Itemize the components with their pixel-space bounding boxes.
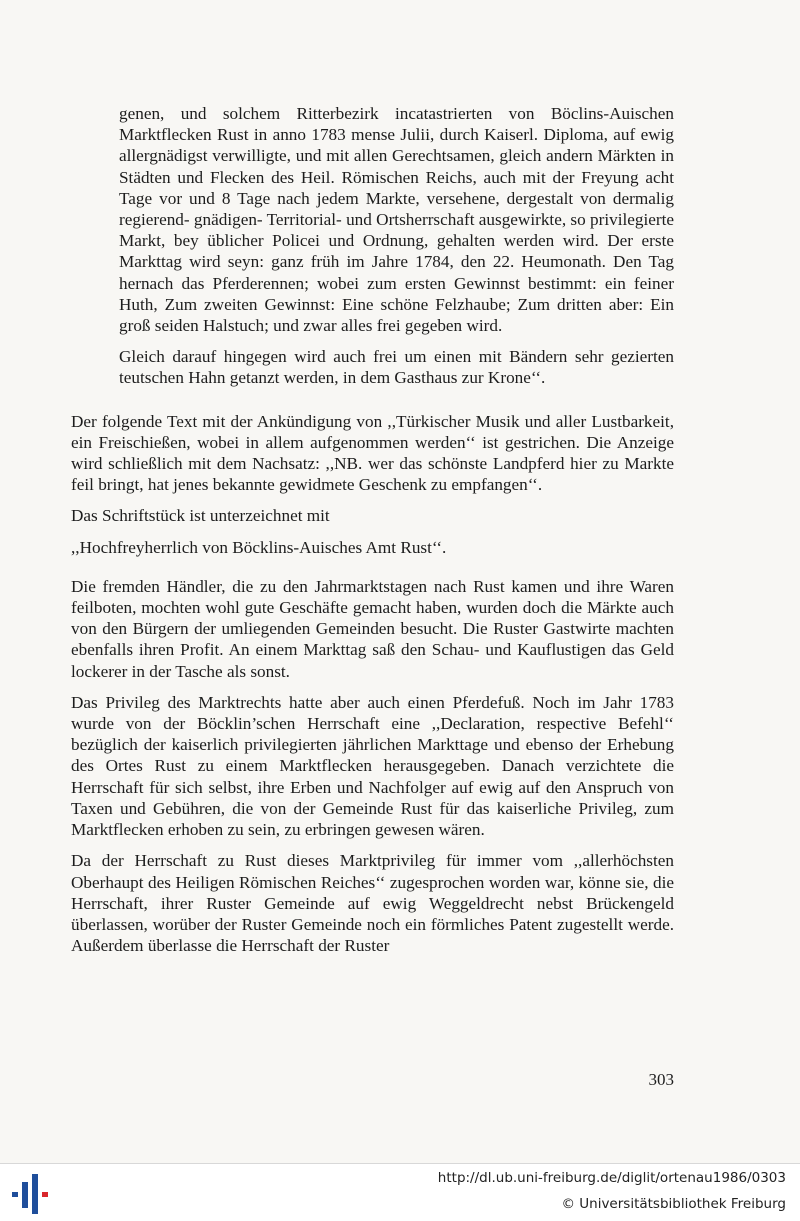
ub-freiburg-logo-icon [8,1172,52,1216]
page-number: 303 [648,1070,674,1089]
paragraph-merchants: Die fremden Händler, die zu den Jahrmarktstagen nach Rust kamen und ihre Waren feilboten, mochten wohl gute Geschäfte gemacht haben, wurden doch die Märkte auch von den Bürgern der umliegenden Gemeinden besucht. Die Ruster Gastwirte machten ebenfalls ihren Profit. An einem Markttag saß den Schau- und Kauflustigen das Geld lockerer in der Tasche als sonst. [71,576,674,681]
footer-copyright: © Universitätsbibliothek Freiburg [561,1196,786,1212]
paragraph-signature: ,,Hochfreyherrlich von Böcklins-Auisches Amt Rust‘‘. [71,537,447,557]
quoted-paragraph-1: genen, und solchem Ritterbezirk incatastrierten von Böclins-Auischen Marktflecken Rust in anno 1783 mense Julii, durch Kaiserl. Diploma, auf ewig allergnädigst verwilligte, und mit allen Gerechtsamen, gleich andern Märkten in Städten und Flecken des Heil. Römischen Reichs, auch mit der Freyung acht Tage vor und 8 Tage nach jedem Markte, versehene, dergestalt von dermalig regierend- gnädigen- Territorial- und Ortsherrschaft ausgewirkte, so privilegierte Markt, bey üblicher Policei und Ordnung, gehalten werden wird. Der erste Markttag wird seyn: ganz früh im Jahre 1784, den 22. Heumonath. Den Tag hernach das Pferderennen; wobei zum ersten Gewinnst bestimmt: ein feiner Huth, Zum zweiten Gewinnst: Eine schöne Felzhaube; Zum dritten aber: Ein groß seiden Halstuch; und zwar alles frei gegeben wird. [119,104,674,336]
paragraph-announcement: Der folgende Text mit der Ankündigung von ,,Türkischer Musik und aller Lustbarkeit, ein Freischießen, wobei in allem aufgenommen werden‘‘ ist gestrichen. Die Anzeige wird schließlich mit dem Nachsatz: ,,NB. wer das schönste Landpferd hier zu Markte feil bringt, hat jenes bekannte gewidmete Geschenk zu empfangen‘‘. [71,411,674,495]
paragraph-signature-intro: Das Schriftstück ist unterzeichnet mit [71,506,330,526]
footer-bar [0,1163,800,1221]
body-text [71,103,674,956]
footer-url-link[interactable]: http://dl.ub.uni-freiburg.de/diglit/ortenau1986/0303 [437,1170,786,1186]
paragraph-privilege: Das Privileg des Marktrechts hatte aber auch einen Pferdefuß. Noch im Jahr 1783 wurde von der Böcklin’schen Herrschaft eine ,,Declaration, respective Befehl‘‘ bezüglich der kaiserlich privilegierten jährlichen Markttage und ebenso der Erhebung des Ortes Rust zu einem Marktflecken herausgegeben. Danach verzichtete die Herrschaft für sich selbst, ihre Erben und Nachfolger auf ewig auf den Anspruch von Taxen und Gebühren, die von der Gemeinde Rust für das kaiserliche Privileg, zum Marktflecken erhoben zu sein, zu erbringen gewesen wären. [71,692,674,840]
quoted-paragraph-2: Gleich darauf hingegen wird auch frei um einen mit Bändern sehr gezierten teutschen Hahn getanzt werden, in dem Gasthaus zur Krone‘‘. [119,347,674,388]
paragraph-road-toll: Da der Herrschaft zu Rust dieses Marktprivileg für immer vom ,,allerhöchsten Oberhaupt des Heiligen Römischen Reiches‘‘ zugesprochen worden war, könne sie, die Herrschaft, ihrer Ruster Gemeinde auf ewig Weggeldrecht nebst Brückengeld überlassen, worüber der Ruster Gemeinde noch ein förmliches Patent zugestellt werde. Außerdem überlasse die Herrschaft der Ruster [71,851,674,956]
